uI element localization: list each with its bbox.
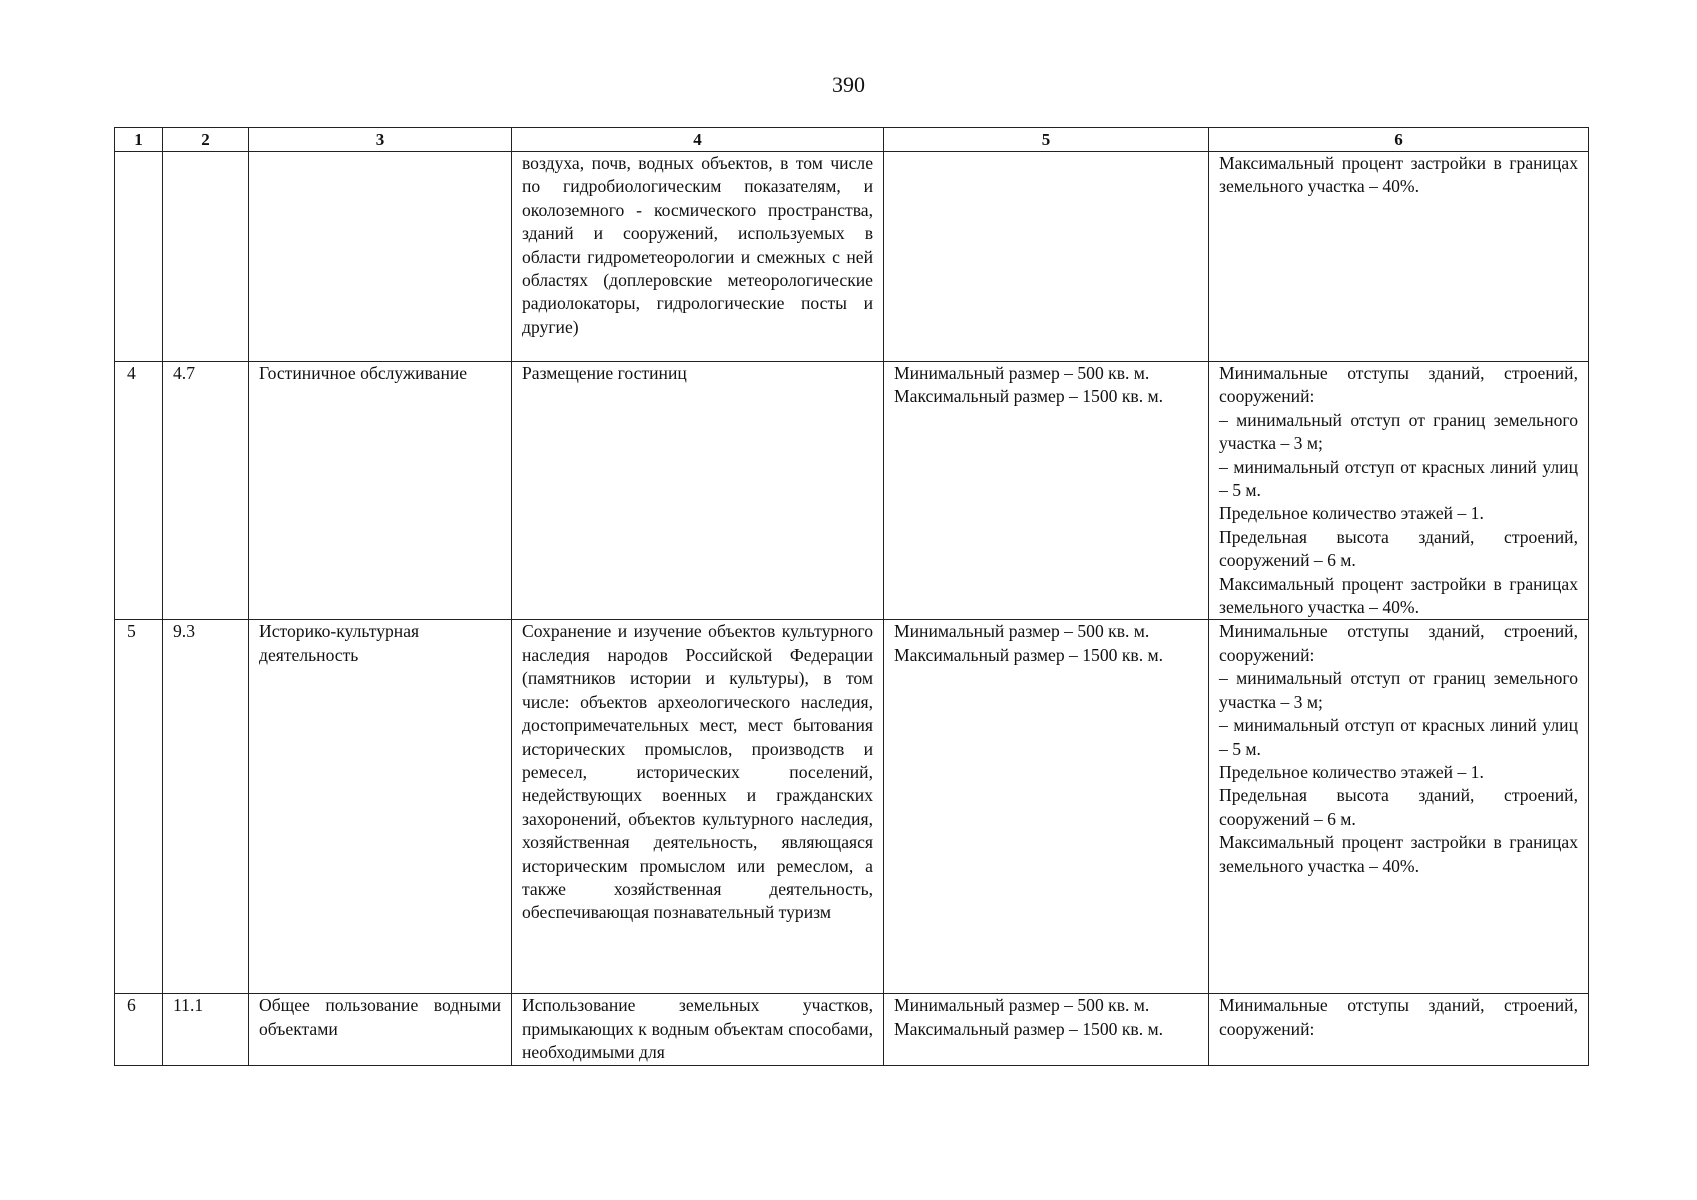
parameter-line: Минимальные отступы зданий, строений, сооружений: — [1219, 363, 1578, 407]
page-number: 390 — [832, 72, 865, 97]
parameter-line: Максимальный процент застройки в границах земельного участка – 40%. — [1219, 573, 1578, 618]
row-name: Общее пользование водными объектами — [249, 994, 512, 1065]
parameter-line: – минимальный отступ от границ земельного участка – 3 м; — [1219, 409, 1578, 454]
table-header-row — [115, 128, 1589, 152]
parameter-line: Максимальный процент застройки в границах земельного участка – 40%. — [1219, 153, 1578, 197]
row-code — [163, 152, 249, 362]
row-name: Гостиничное обслуживание — [249, 362, 512, 620]
table-row — [115, 620, 1589, 994]
size-max: Максимальный размер – 1500 кв. м. — [894, 1018, 1164, 1039]
header-col-2: 2 — [163, 128, 249, 152]
row-description: воздуха, почв, водных объектов, в том числе по гидробиологическим показателям, и околоземного - космического пространства, зданий и сооружений, используемых в области гидрометеорологии и смежных с ней областях (доплеровские метеорологические радиолокаторы, гидрологические посты и другие) — [512, 152, 884, 362]
row-number: 6 — [115, 994, 163, 1065]
row-number: 4 — [115, 362, 163, 620]
row-size — [884, 362, 1209, 620]
parameter-line: Предельная высота зданий, строений, сооружений – 6 м. — [1219, 785, 1578, 829]
row-description: Использование земельных участков, примыкающих к водным объектам способами, необходимыми для — [512, 994, 884, 1065]
row-description: Размещение гостиниц — [512, 362, 884, 620]
size-max: Максимальный размер – 1500 кв. м. — [894, 386, 1164, 407]
row-number: 5 — [115, 620, 163, 994]
size-max: Максимальный размер – 1500 кв. м. — [894, 644, 1164, 665]
row-parameters — [1209, 620, 1589, 994]
parameter-line: – минимальный отступ от границ земельного участка – 3 м; — [1219, 668, 1578, 712]
row-size — [884, 620, 1209, 994]
row-size — [884, 152, 1209, 362]
header-col-5: 5 — [884, 128, 1209, 152]
size-min: Минимальный размер – 500 кв. м. — [894, 995, 1150, 1016]
parameter-line: Минимальные отступы зданий, строений, сооружений: — [1219, 995, 1578, 1039]
parameter-line: Максимальный процент застройки в границах земельного участка – 40%. — [1219, 832, 1578, 876]
parameter-line: Предельное количество этажей – 1. — [1219, 503, 1484, 524]
row-name — [249, 152, 512, 362]
row-code: 11.1 — [163, 994, 249, 1065]
row-size — [884, 994, 1209, 1065]
row-number — [115, 152, 163, 362]
table-row — [115, 362, 1589, 620]
header-col-3: 3 — [249, 128, 512, 152]
table-row — [115, 152, 1589, 362]
size-min: Минимальный размер – 500 кв. м. — [894, 363, 1150, 383]
parameter-line: – минимальный отступ от красных линий улиц – 5 м. — [1219, 715, 1578, 759]
table-row — [115, 994, 1589, 1065]
row-code: 9.3 — [163, 620, 249, 994]
row-parameters — [1209, 362, 1589, 620]
size-min: Минимальный размер – 500 кв. м. — [894, 621, 1150, 642]
row-description: Сохранение и изучение объектов культурного наследия народов Российской Федерации (памятников истории и культуры), в том числе: объектов археологического наследия, достопримечательных мест, мест бытования исторических промыслов, производств и ремесел, исторических поселений, недействующих военных и гражданских захоронений, объектов культурного наследия, хозяйственная деятельность, являющаяся историческим промыслом или ремеслом, а также хозяйственная деятельность, обеспечивающая познавательный туризм — [512, 620, 884, 994]
parameter-line: Предельная высота зданий, строений, сооружений – 6 м. — [1219, 526, 1578, 571]
row-name: Историко-культурная деятельность — [249, 620, 512, 994]
row-parameters — [1209, 994, 1589, 1065]
parameter-line: – минимальный отступ от красных линий улиц – 5 м. — [1219, 456, 1578, 501]
parameter-line: Минимальные отступы зданий, строений, сооружений: — [1219, 621, 1578, 665]
row-parameters — [1209, 152, 1589, 362]
header-col-6: 6 — [1209, 128, 1589, 152]
row-code: 4.7 — [163, 362, 249, 620]
header-col-1: 1 — [115, 128, 163, 152]
zoning-table — [114, 127, 1589, 1066]
header-col-4: 4 — [512, 128, 884, 152]
parameter-line: Предельное количество этажей – 1. — [1219, 761, 1484, 782]
